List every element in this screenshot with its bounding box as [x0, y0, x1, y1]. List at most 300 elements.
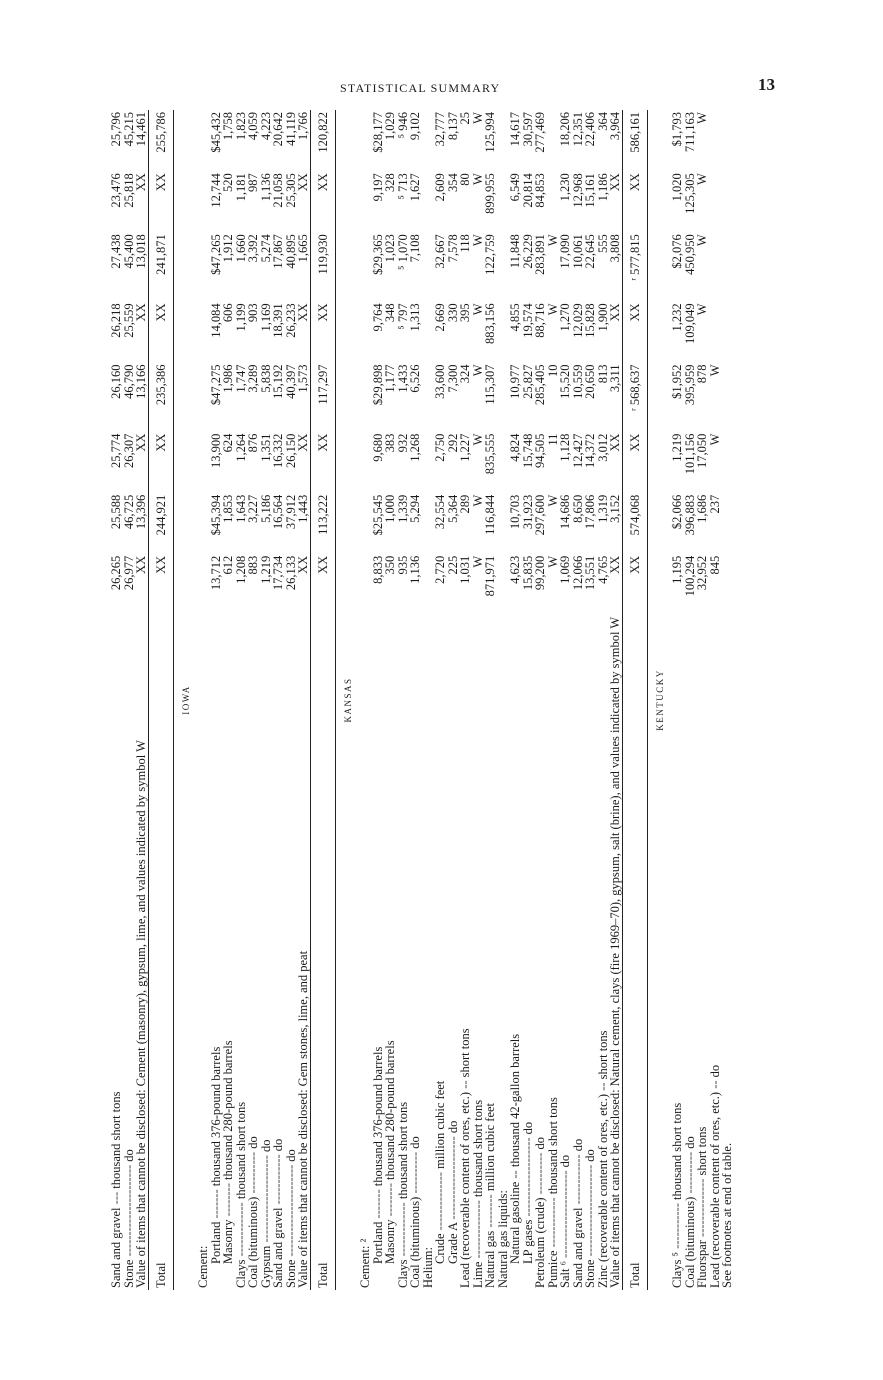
value-cell: 11,848 [508, 234, 522, 269]
value-cell: 1,208 [233, 555, 248, 584]
value-cell: 9,764 [370, 303, 385, 332]
row-label: Lead (recoverable content of ores, etc.) [707, 1091, 722, 1288]
value-cell: W [470, 364, 485, 377]
leader-dots: ------------ [545, 1194, 560, 1251]
row-label: Coal (bituminous) [246, 1196, 260, 1288]
value-cell: 26,977 [121, 555, 136, 591]
value-cell: 19,574 [520, 303, 535, 338]
value-cell: 1,000 [383, 494, 397, 523]
value-cell: XX [310, 301, 336, 362]
leader-dots: -------- [383, 1179, 397, 1220]
row-label-cell [409, 615, 422, 1290]
value-cell: 7,300 [445, 364, 460, 393]
value-cell: 1,900 [595, 303, 610, 332]
value-cell: 324 [458, 364, 472, 384]
value-cell: 15,835 [520, 555, 535, 591]
value-cell: XX [134, 303, 148, 322]
value-cell: 6,526 [408, 364, 422, 393]
row-label: Sand and gravel [109, 1207, 123, 1288]
value-cell: 32,952 [695, 555, 709, 591]
value-cell: 2,720 [433, 555, 447, 584]
value-cell: 14,084 [208, 303, 223, 338]
value-cell: 883 [246, 555, 260, 575]
row-label: Petroleum (crude) [533, 1197, 547, 1288]
value-cell: 26,307 [121, 433, 136, 468]
value-cell: 4,855 [508, 303, 522, 332]
row-label: Total [627, 1262, 642, 1288]
value-cell: 1,169 [258, 303, 273, 332]
value-cell: 285,405 [533, 364, 547, 406]
value-cell: 17,090 [558, 234, 572, 269]
leader-dots: ----------- [670, 1199, 684, 1253]
value-cell: 350 [383, 555, 397, 575]
value-cell: 4,824 [508, 433, 522, 462]
value-cell: 1,128 [558, 433, 572, 462]
value-cell: 348 [383, 303, 397, 323]
value-cell: 3,227 [246, 494, 260, 523]
value-cell: XX [148, 171, 174, 232]
value-cell: 13,551 [583, 555, 597, 591]
value-cell: 5,838 [258, 364, 273, 393]
value-cell: 289 [458, 494, 472, 514]
value-cell [359, 232, 372, 301]
leader-dots: -------------------- [445, 1133, 460, 1223]
leader-dots: ------- [370, 1186, 385, 1222]
value-cell: 27,438 [109, 234, 123, 269]
leader-dots: ------------- [395, 1199, 410, 1260]
value-cell: 20,642 [271, 112, 285, 147]
value-cell: 15,828 [583, 303, 597, 338]
value-cell: W [470, 433, 485, 446]
value-cell: 3,289 [246, 364, 260, 393]
leader-dots: ---------------------- [283, 1161, 298, 1260]
value-cell: 711,163 [682, 112, 697, 153]
value-cell: 13,712 [208, 555, 223, 591]
leader-dots: -------------- [695, 1175, 709, 1241]
value-cell: 383 [383, 433, 397, 453]
leader-dots: ---------------------- [121, 1161, 136, 1260]
value-cell: XX [148, 554, 174, 615]
value-cell: 41,119 [283, 112, 298, 146]
page-header [0, 75, 883, 105]
value-cell: 12,066 [570, 555, 585, 591]
value-cell: 25,305 [283, 173, 298, 208]
value-cell: 878 [695, 364, 709, 384]
value-cell: XX [296, 555, 310, 574]
row-unit: do [258, 1139, 273, 1152]
leader-dots: --------------------- [258, 1151, 273, 1246]
value-cell: 26,150 [283, 433, 298, 468]
value-cell: $1,952 [670, 364, 684, 399]
value-cell: 1,268 [408, 433, 422, 462]
value-cell: W [545, 303, 560, 316]
value-cell: 1,020 [670, 173, 684, 202]
row-label: Lead (recoverable content of ores, etc.) [458, 1091, 472, 1288]
value-cell: 14,686 [558, 494, 572, 530]
row-label: Sand and gravel [271, 1207, 285, 1288]
table-row [235, 110, 248, 1290]
value-cell: 12,427 [570, 433, 585, 468]
page-number: 13 [758, 75, 775, 94]
value-cell: XX [622, 301, 648, 362]
value-cell: 1,319 [595, 494, 610, 523]
value-cell: 395 [458, 303, 472, 323]
value-cell: 119,930 [310, 232, 336, 301]
value-cell [197, 493, 210, 554]
value-cell: XX [608, 173, 622, 192]
value-cell: 12,351 [570, 112, 585, 147]
value-cell: 1,433 [395, 364, 410, 393]
value-cell: 1,023 [383, 234, 397, 263]
value-cell: 16,564 [271, 494, 285, 530]
table-row [559, 110, 572, 1290]
row-label-cell [484, 615, 497, 1290]
statistics-table [110, 110, 734, 1290]
value-cell: 297,600 [533, 494, 547, 536]
value-cell: W [470, 494, 485, 507]
leader-dots: -------- [483, 1191, 497, 1231]
value-cell: ⁵ 946 [395, 112, 410, 139]
value-cell: 1,758 [221, 112, 235, 141]
row-label-cell [622, 615, 648, 1290]
row-label: Masonry [221, 1219, 235, 1264]
leader-dots: ---------- [533, 1149, 547, 1198]
row-unit: thousand short tons [395, 1101, 410, 1200]
row-unit: thousand 376-pound barrels [208, 1046, 223, 1187]
value-cell: 1,219 [670, 433, 684, 462]
value-cell: 14,617 [508, 112, 522, 147]
value-cell: W [470, 303, 485, 316]
value-cell: 84,853 [533, 173, 547, 208]
row-label: Natural gasoline [508, 1181, 522, 1264]
running-title: STATISTICAL SUMMARY [340, 81, 501, 95]
row-label-cell [310, 615, 336, 1290]
value-cell: 606 [221, 303, 235, 323]
value-cell: 1,136 [258, 173, 273, 202]
row-label: Natural gas [483, 1230, 497, 1288]
row-label: Helium: [420, 1247, 435, 1288]
value-cell: 2,750 [433, 433, 447, 462]
value-cell: 15,748 [520, 433, 535, 468]
value-cell: 1,853 [221, 494, 235, 523]
value-cell: 15,161 [583, 173, 597, 208]
table-row [397, 110, 410, 1290]
value-cell: XX [134, 173, 148, 192]
row-unit: thousand short tons [109, 1091, 123, 1189]
value-cell [197, 432, 210, 493]
value-cell: 17,734 [271, 555, 285, 591]
value-cell [359, 554, 372, 615]
value-cell: 8,650 [570, 494, 585, 523]
value-cell: 17,050 [695, 433, 709, 468]
value-cell [709, 232, 722, 301]
row-label: Value of items that cannot be disclosed: Cement (masonry), gypsum, lime, and values indicated by symbol W [134, 740, 148, 1288]
value-cell: 3,311 [608, 364, 622, 393]
row-unit: do [283, 1149, 298, 1162]
value-cell: 283,891 [533, 234, 547, 275]
value-cell: 237 [707, 494, 722, 514]
row-label: Clays [395, 1259, 410, 1288]
leader-dots: --- [109, 1188, 123, 1208]
value-cell: 396,883 [682, 494, 697, 536]
value-cell: $47,265 [208, 234, 223, 275]
value-cell [359, 110, 372, 171]
leader-dots: -------------- [433, 1168, 447, 1234]
value-cell: 2,669 [433, 303, 447, 332]
value-cell: 876 [246, 433, 260, 453]
row-label: Masonry [383, 1219, 397, 1264]
table-row [609, 110, 622, 1290]
leader-dots: ------------ [570, 1151, 585, 1208]
value-cell: $2,066 [670, 494, 684, 530]
value-cell: 101,156 [682, 433, 697, 475]
value-cell: 26,160 [109, 364, 123, 399]
value-cell: XX [134, 555, 148, 574]
value-cell: 25,796 [109, 112, 123, 147]
value-cell: 1,230 [558, 173, 572, 202]
value-cell: 5,274 [258, 234, 273, 263]
row-label: Zinc (recoverable content of ores, etc.) [595, 1094, 610, 1288]
value-cell: $29,365 [370, 234, 385, 275]
value-cell: 277,469 [533, 112, 547, 153]
value-cell: XX [608, 303, 622, 322]
leader-dots: -------------- [470, 1197, 485, 1262]
value-cell: 23,476 [109, 173, 123, 208]
table-row [522, 110, 535, 1290]
row-label: Value of items that cannot be disclosed: Natural cement, clays (fire 1969–70), gypsum, salt (brine), and values indicated by symbol W [608, 616, 622, 1288]
row-label: Stone [283, 1259, 298, 1288]
value-cell: 813 [595, 364, 610, 384]
value-cell: $1,793 [670, 112, 684, 147]
value-cell: 31,923 [520, 494, 535, 530]
leader-dots: ---------- [246, 1148, 260, 1197]
value-cell: 18,391 [271, 303, 285, 338]
value-cell: 903 [246, 303, 260, 323]
row-label-cell [297, 615, 310, 1290]
leader-dots: -- [595, 1079, 610, 1094]
value-cell: 120,822 [310, 110, 336, 171]
value-cell: 125,994 [483, 112, 497, 153]
value-cell: 883,156 [483, 303, 497, 345]
value-cell [709, 171, 722, 232]
value-cell: 1,264 [233, 433, 248, 462]
leader-dots: -------- [221, 1179, 235, 1220]
value-cell: 450,950 [682, 234, 697, 275]
value-cell: 5,364 [445, 494, 460, 523]
row-label: Grade A [445, 1222, 460, 1264]
value-cell: 330 [445, 303, 460, 323]
value-cell: 1,219 [258, 555, 273, 584]
value-cell: XX [622, 432, 648, 493]
value-cell: 1,199 [233, 303, 248, 332]
value-cell: 612 [221, 555, 235, 575]
value-cell: 255,786 [148, 110, 174, 171]
value-cell: 871,971 [483, 555, 497, 597]
value-cell: $45,432 [208, 112, 223, 153]
value-cell: XX [148, 301, 174, 362]
value-cell: 9,680 [370, 433, 385, 462]
value-cell: 10 [545, 364, 560, 377]
value-cell: 11 [545, 433, 560, 446]
row-unit: short tons [695, 1126, 709, 1176]
row-label: Coal (bituminous) [682, 1196, 697, 1288]
table-row [484, 110, 497, 1290]
value-cell: $28,177 [370, 112, 385, 153]
value-cell [359, 171, 372, 232]
value-cell: 1,270 [558, 303, 572, 332]
value-cell: 9,102 [408, 112, 422, 141]
leader-dots: ---------------------- [583, 1161, 597, 1260]
value-cell: 364 [595, 112, 610, 131]
table-row [547, 110, 560, 1290]
value-cell [709, 301, 722, 362]
value-cell: W [545, 555, 560, 568]
row-label: Stone [121, 1259, 136, 1288]
value-cell: 14,372 [583, 433, 597, 468]
value-cell: 1,227 [458, 433, 472, 462]
value-cell: 987 [246, 173, 260, 192]
value-cell: 125,305 [682, 173, 697, 214]
row-label: Total [315, 1262, 330, 1288]
value-cell: 17,806 [583, 494, 597, 530]
row-label: Coal (bituminous) [408, 1196, 422, 1288]
section-heading: KENTUCKY [655, 669, 665, 731]
value-cell: $29,898 [370, 364, 385, 406]
row-unit: thousand 376-pound barrels [370, 1046, 385, 1187]
value-cell: 1,686 [695, 494, 709, 523]
row-unit: do [246, 1136, 260, 1149]
value-cell: 32,777 [433, 112, 447, 147]
value-cell: 899,955 [483, 173, 497, 214]
value-cell: 1,766 [296, 112, 310, 141]
row-unit: do [558, 1154, 572, 1168]
value-cell: W [695, 173, 709, 185]
value-cell: 14,461 [134, 112, 148, 147]
value-cell: XX [622, 171, 648, 232]
value-cell: 99,200 [533, 555, 547, 591]
value-cell: XX [296, 173, 310, 192]
value-cell: 13,166 [134, 364, 148, 399]
table-row [671, 110, 684, 1290]
value-cell: XX [296, 433, 310, 452]
value-cell: 1,313 [408, 303, 422, 332]
value-cell: XX [296, 303, 310, 322]
value-cell: 932 [395, 433, 410, 453]
value-cell: 33,600 [433, 364, 447, 399]
value-cell: 241,871 [148, 232, 174, 301]
value-cell: 935 [395, 555, 410, 575]
value-cell: 1,177 [383, 364, 397, 393]
value-cell: 3,392 [246, 234, 260, 263]
value-cell: 8,137 [445, 112, 460, 141]
row-unit: thousand 280-pound barrels [383, 1040, 397, 1180]
table-row [509, 110, 522, 1290]
row-unit: do [533, 1137, 547, 1150]
value-cell: 10,559 [570, 364, 585, 399]
leader-dots: ------------------- [520, 1134, 535, 1220]
value-cell: $2,076 [670, 234, 684, 269]
row-label: Crude [433, 1233, 447, 1264]
value-cell: 586,161 [622, 110, 648, 171]
row-label: Cement: ² [358, 1238, 372, 1288]
value-cell: 8,833 [370, 555, 385, 584]
value-cell: W [695, 234, 709, 247]
row-label: Natural gas liquids: [495, 1190, 510, 1288]
row-unit: short tons [458, 1028, 472, 1078]
value-cell: 235,386 [148, 362, 174, 431]
value-cell: 292 [445, 433, 460, 453]
value-cell: 1,443 [296, 494, 310, 523]
section-heading: IOWA [181, 685, 191, 715]
value-cell: 555 [595, 234, 610, 254]
value-cell: 20,650 [583, 364, 597, 399]
value-cell: ʳ 577,815 [622, 232, 648, 301]
row-unit: thousand short tons [670, 1102, 684, 1200]
value-cell: 1,665 [296, 234, 310, 263]
value-cell: 2,609 [433, 173, 447, 202]
value-cell: 46,790 [121, 364, 136, 399]
value-cell [197, 301, 210, 362]
value-cell: 25,588 [109, 494, 123, 530]
value-cell: 26,233 [283, 303, 298, 338]
value-cell: 1,069 [558, 555, 572, 584]
leader-dots: ---------- [408, 1148, 422, 1197]
section-heading-row [648, 110, 672, 1290]
value-cell: 1,643 [233, 494, 248, 523]
row-label: LP gases [520, 1219, 535, 1264]
value-cell: 9,197 [370, 173, 385, 202]
value-cell: 32,667 [433, 234, 447, 269]
value-cell [359, 432, 372, 493]
value-cell: 835,555 [483, 433, 497, 475]
value-cell: 3,012 [595, 433, 610, 462]
value-cell: 37,912 [283, 494, 298, 530]
value-cell: $47,275 [208, 364, 223, 406]
row-label: Lime [470, 1261, 485, 1288]
value-cell [709, 110, 722, 171]
value-cell: 109,049 [682, 303, 697, 345]
value-cell: 40,895 [283, 234, 298, 269]
value-cell: 845 [707, 555, 722, 575]
section-heading-row [174, 110, 198, 1290]
value-cell: 1,181 [233, 173, 248, 202]
value-cell: 32,554 [433, 494, 447, 530]
value-cell: 40,397 [283, 364, 298, 399]
value-cell: 15,520 [558, 364, 572, 399]
row-unit: do [271, 1138, 285, 1152]
value-cell: 115,307 [483, 364, 497, 405]
value-cell: 395,959 [682, 364, 697, 406]
row-label: Sand and gravel [570, 1207, 585, 1288]
value-cell: 21,058 [271, 173, 285, 208]
value-cell: 4,059 [246, 112, 260, 141]
value-cell: W [695, 112, 709, 124]
value-cell: 18,206 [558, 112, 572, 147]
table-row [622, 110, 648, 1290]
value-cell: 12,744 [208, 173, 223, 208]
value-cell [197, 232, 210, 301]
value-cell: 1,660 [233, 234, 248, 263]
value-cell: 26,229 [520, 234, 535, 269]
value-cell: 10,061 [570, 234, 585, 269]
row-unit: do [121, 1149, 136, 1162]
value-cell: 7,578 [445, 234, 460, 263]
value-cell [359, 301, 372, 362]
value-cell: 16,332 [271, 433, 285, 468]
value-cell: 1,232 [670, 303, 684, 332]
row-label: Pumice [545, 1250, 560, 1288]
row-unit: thousand short tons [545, 1097, 560, 1195]
